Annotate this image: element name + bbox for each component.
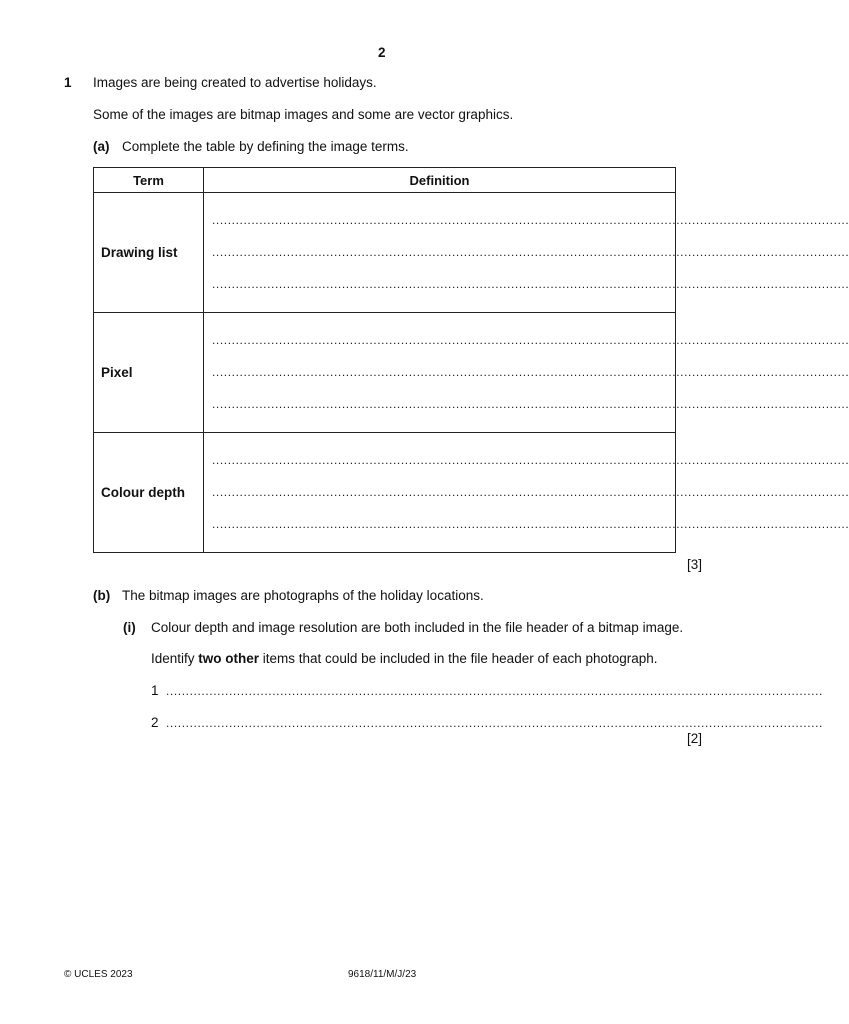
part-a-marks: [3]: [687, 557, 703, 572]
definition-answer-area[interactable]: [204, 193, 849, 313]
part-a-text: Complete the table by defining the image terms.: [122, 139, 409, 154]
table-header-term: Term: [94, 168, 204, 193]
answer-line[interactable]: ..................................................................................................................................................................: [212, 365, 849, 379]
table-header-definition: Definition: [204, 168, 676, 193]
question-intro-line2: Some of the images are bitmap images and some are vector graphics.: [93, 107, 514, 122]
term-cell: Drawing list: [94, 193, 204, 313]
part-a-label: (a): [93, 139, 110, 154]
table-row: [94, 433, 676, 553]
sub-i-text: Colour depth and image resolution are both included in the file header of a bitmap image.: [151, 620, 684, 635]
identify-suffix: items that could be included in the file header of each photograph.: [259, 651, 658, 666]
definition-answer-area[interactable]: [204, 313, 849, 433]
identify-emphasis: two other: [198, 651, 260, 666]
answer-line[interactable]: ..................................................................................................................................................................: [212, 485, 849, 499]
term-cell: Pixel: [94, 313, 204, 433]
footer-code: 9618/11/M/J/23: [348, 969, 417, 980]
term-cell: Colour depth: [94, 433, 204, 553]
table-row: [94, 193, 676, 313]
sub-i-marks: [2]: [687, 731, 703, 746]
sub-i-label: (i): [123, 620, 136, 635]
answer-line[interactable]: ..................................................................................................................................................................: [212, 213, 849, 227]
answer-line[interactable]: ..................................................................................................................................................................: [212, 245, 849, 259]
identify-prefix: Identify: [151, 651, 199, 666]
table-row: [94, 313, 676, 433]
answer-line[interactable]: ..................................................................................................................................................................: [212, 453, 849, 467]
answer-line[interactable]: ..................................................................................................................................................................: [212, 517, 849, 531]
footer-copyright: © UCLES 2023: [64, 969, 133, 980]
part-b-text: The bitmap images are photographs of the holiday locations.: [122, 588, 484, 603]
answer-line[interactable]: .......................................................................................................................................................................: [166, 716, 823, 730]
part-b-label: (b): [93, 588, 111, 603]
answer-number: 1: [151, 683, 159, 698]
terms-table: [93, 167, 849, 553]
definition-answer-area[interactable]: [204, 433, 849, 553]
question-intro-line1: Images are being created to advertise holidays.: [93, 75, 377, 90]
answer-line[interactable]: ..................................................................................................................................................................: [212, 333, 849, 347]
table-header-row: [94, 168, 676, 193]
question-number: 1: [64, 75, 72, 90]
page-number: 2: [378, 45, 386, 60]
answer-line[interactable]: ..................................................................................................................................................................: [212, 277, 849, 291]
answer-line[interactable]: .......................................................................................................................................................................: [166, 684, 823, 698]
identify-instruction: [151, 651, 658, 666]
answer-number: 2: [151, 715, 159, 730]
answer-line[interactable]: ..................................................................................................................................................................: [212, 397, 849, 411]
